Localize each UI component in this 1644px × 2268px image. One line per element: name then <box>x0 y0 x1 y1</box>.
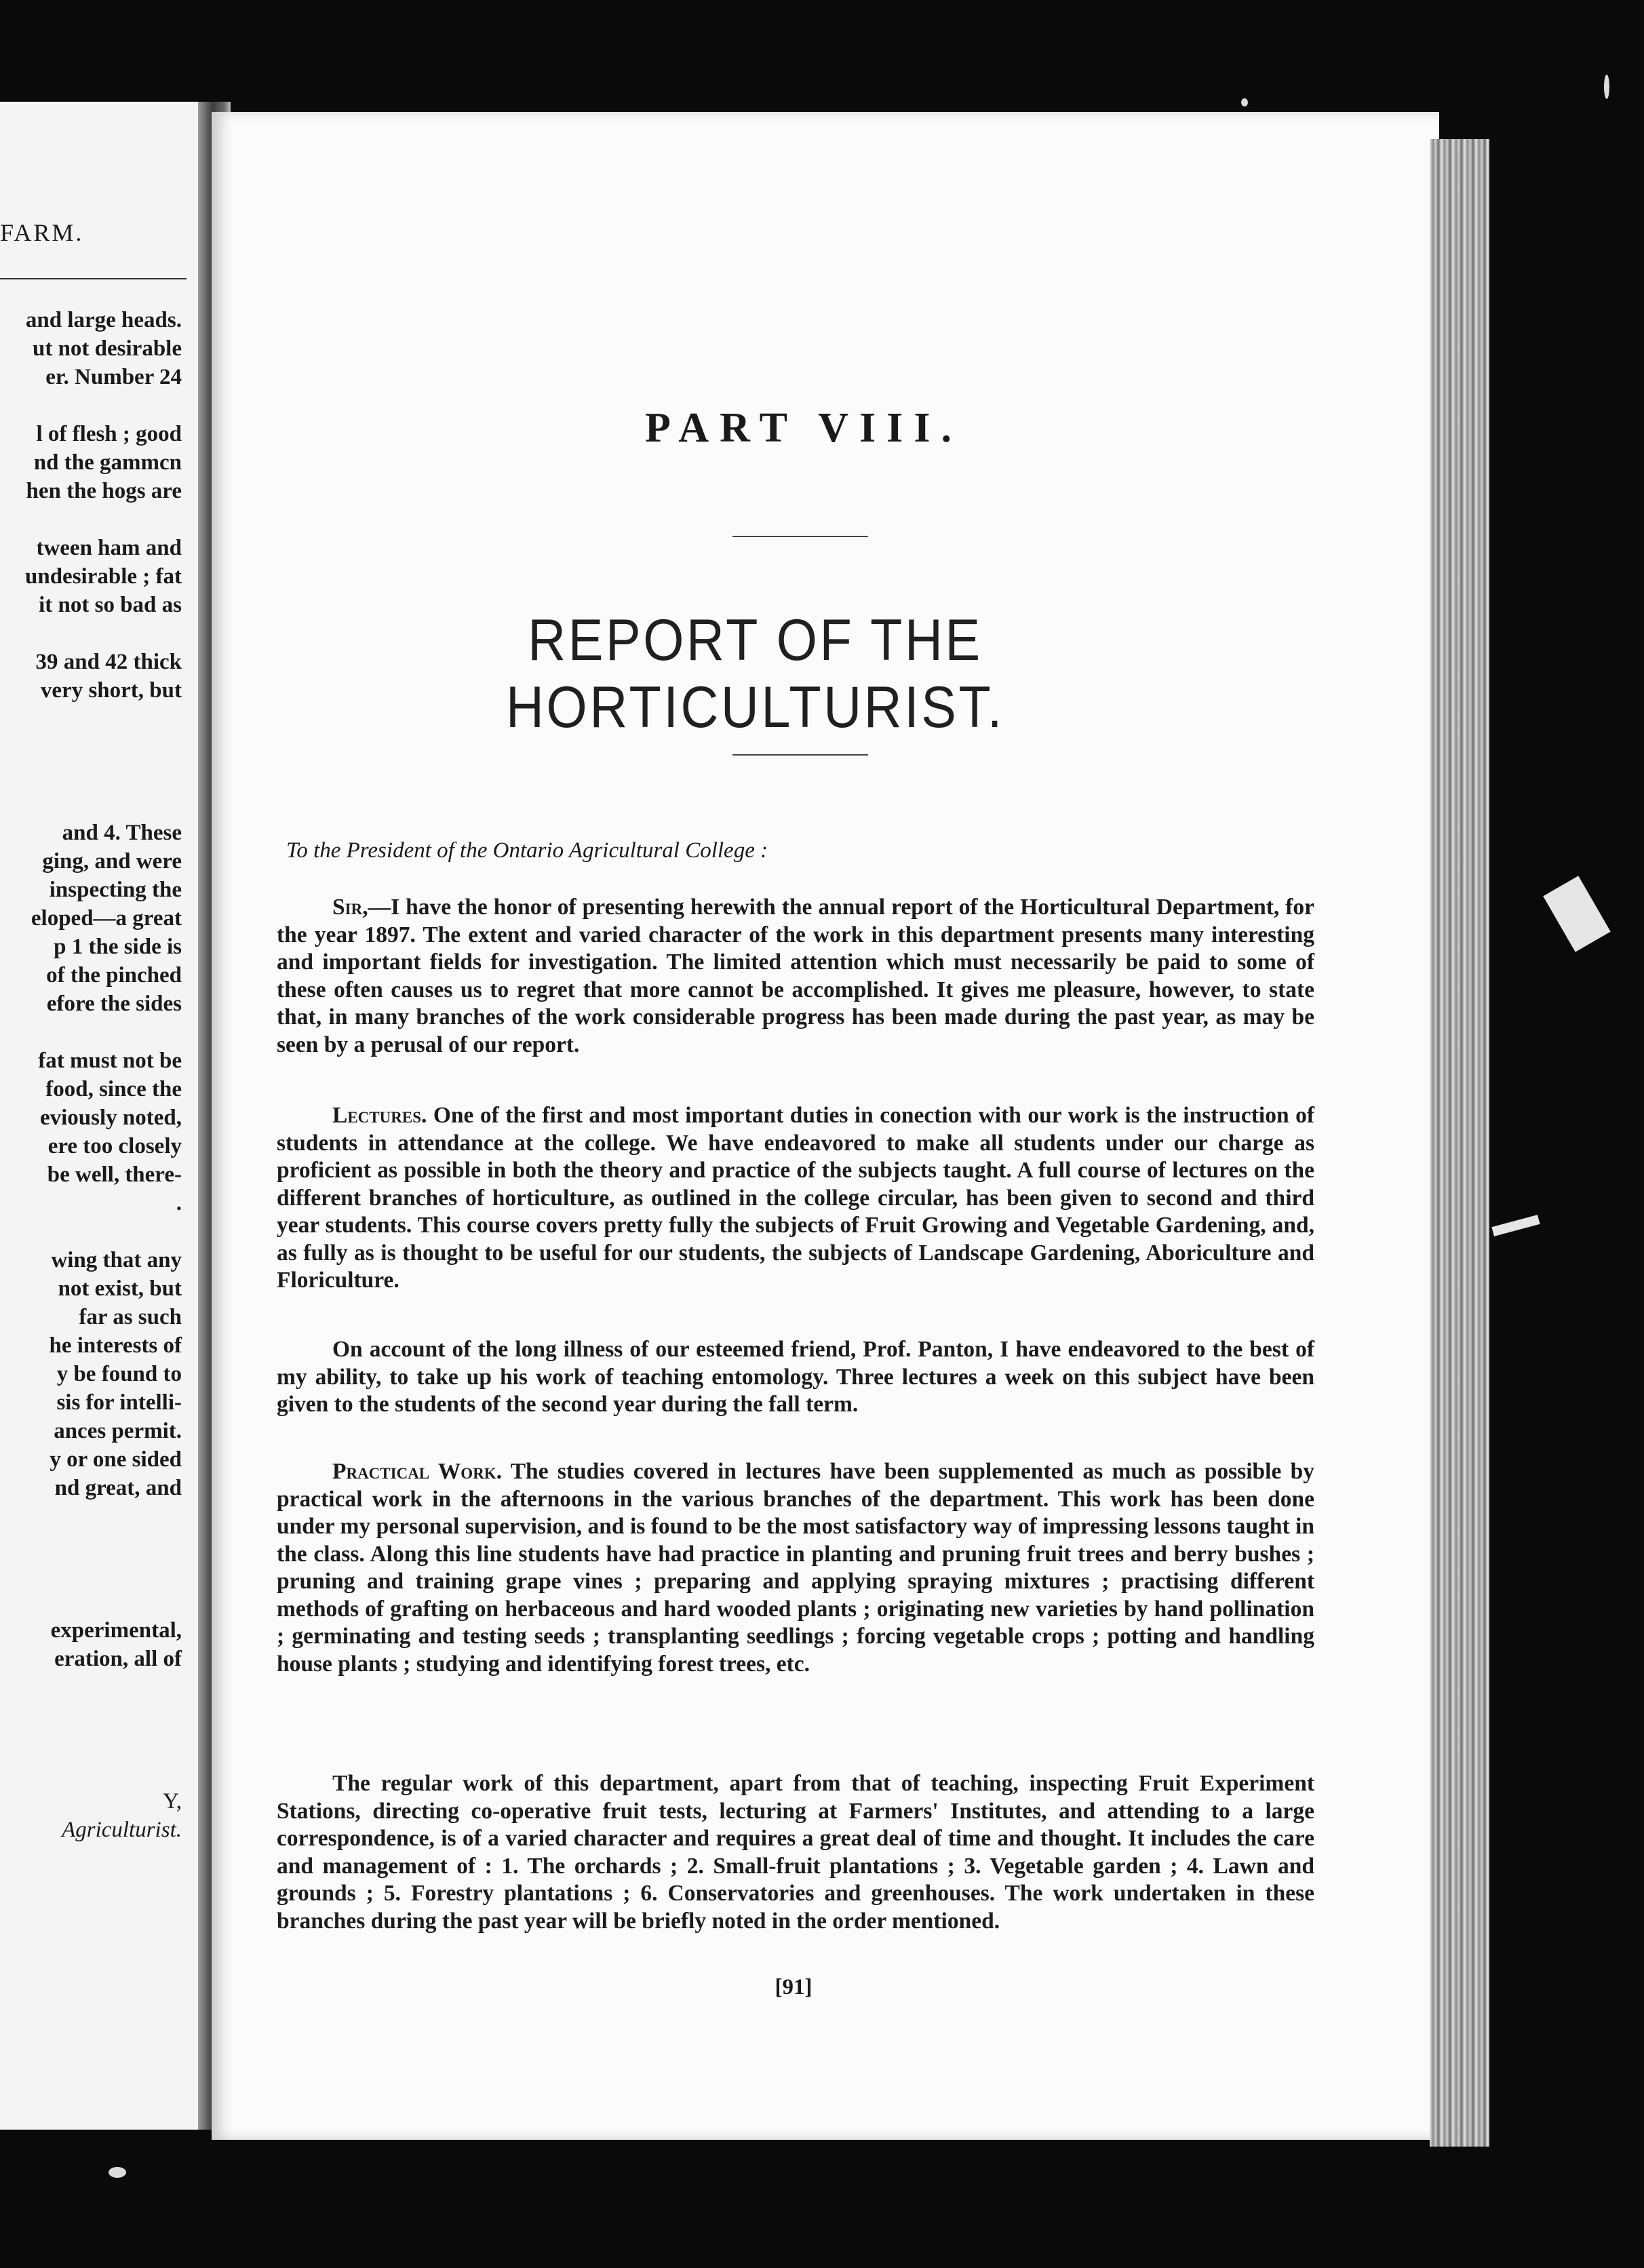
paragraph-lead: Practical Work. <box>332 1459 503 1484</box>
page-edges <box>1430 139 1489 2147</box>
left-page-line: ging, and were <box>42 849 182 874</box>
left-page-line: fat must not be <box>38 1049 182 1073</box>
salutation: To the President of the Ontario Agricultural College : <box>286 838 768 863</box>
paragraph-text: —I have the honor of presenting herewith the annual report of the Horticultural Department, for the year 1897. The extent and varied character of the work in this department presents many interesting and important fields for investigation. The limited attention which must necessarily be paid to some of these often causes us to regret that more cannot be accomplished. It gives me pleasure, however, to state that, in many branches of the work considerable progress has been made during the past year, as may be seen by a perusal of our report. <box>277 895 1314 1057</box>
title-rule <box>732 754 868 756</box>
left-page-line: Agriculturist. <box>62 1818 182 1842</box>
report-title: REPORT OF THE HORTICULTURIST. <box>506 608 1004 740</box>
left-page-line: not exist, but <box>58 1276 182 1301</box>
left-page-line: wing that any <box>51 1248 182 1272</box>
left-page-line: nd the gammcn <box>33 450 182 475</box>
left-page-line: y be found to <box>56 1362 182 1386</box>
paragraph-text: The studies covered in lectures have been supplemented as much as possible by practical work in the afternoons in the various branches of the department. This work has been done under my personal supervision, and is found to be the most satisfactory way of impressing lessons taught in the class. Along this line students have had practice in planting and pruning fruit trees and berry bushes ; pruning and training grape vines ; preparing and applying spraying mixtures ; practising different methods of grafting on herbaceous and hard wooded plants ; originating new varieties by hand pollination ; germinating and testing seeds ; transplanting seedlings ; forcing vegetable crops ; potting and handling house plants ; studying and identifying forest trees, etc. <box>277 1459 1314 1677</box>
paragraph-regular-work <box>277 1770 1314 1935</box>
left-page-line: experimental, <box>50 1618 182 1643</box>
left-page-line: and 4. These <box>62 821 182 845</box>
left-page-line: nd great, and <box>54 1476 182 1500</box>
paragraph-text: The regular work of this department, apart from that of teaching, inspecting Fruit Experiment Stations, directing co-operative fruit tests, lecturing at Farmers' Institutes, and attending to a large correspondence, is of a varied character and requires a great deal of time and thought. It includes the care and management of : 1. The orchards ; 2. Small-fruit plantations ; 3. Vegetable garden ; 4. Lawn and grounds ; 5. Forestry plantations ; 6. Conservatories and greenhouses. The work undertaken in these branches during the past year will be briefly noted in the order mentioned. <box>277 1771 1314 1934</box>
paragraph-entomology <box>277 1336 1314 1419</box>
paragraph-text: One of the first and most important duties in conection with our work is the instruction of students in attendance at the college. We have endeavored to make all students under our charge as proficient as possible in both the theory and practice of the subjects taught. A full course of lectures on the different branches of horticulture, as outlined in the college circular, has been given to second and third year students. This course covers pretty fully the subjects of Fruit Growing and Vegetable Gardening, and, as fully as is thought to be useful for our students, the subjects of Landscape Gardening, Aboriculture and Floriculture. <box>277 1103 1314 1293</box>
scan-artifact <box>1604 75 1609 99</box>
paragraph-intro <box>277 894 1314 1059</box>
title-rule <box>732 536 868 537</box>
left-header-rule <box>0 278 187 279</box>
left-page-line: ere too closely <box>47 1134 182 1158</box>
scan-artifact <box>1241 98 1248 106</box>
left-page-line: be well, there- <box>47 1162 182 1187</box>
left-page-line: eviously noted, <box>39 1106 182 1130</box>
left-page-line: Y, <box>163 1789 182 1814</box>
left-page-line: and large heads. <box>25 308 182 332</box>
left-page-header: FARM. <box>0 219 84 246</box>
left-page-line: food, since the <box>45 1077 182 1101</box>
paragraph-practical-work <box>277 1458 1314 1678</box>
scan-artifact <box>109 2167 126 2178</box>
scan-artifact <box>1543 876 1610 952</box>
left-page-line: of the pinched <box>46 963 182 988</box>
left-page-line: undesirable ; fat <box>25 564 182 589</box>
left-page-line: tween ham and <box>36 536 182 560</box>
left-page-line: eloped—a great <box>31 906 182 931</box>
left-page-line: very short, but <box>40 678 182 703</box>
left-page-line: 39 and 42 thick <box>35 650 182 674</box>
paragraph-text: On account of the long illness of our esteemed friend, Prof. Panton, I have endeavored to the best of my ability, to take up his work of teaching entomology. Three lectures a week on this subject have been given to the students of the second year during the fall term. <box>277 1337 1314 1417</box>
left-page-line: hen the hogs are <box>26 479 182 503</box>
left-page-line: p 1 the side is <box>54 935 182 959</box>
left-page-line: sis for intelli- <box>56 1390 182 1415</box>
left-page-line: eration, all of <box>54 1647 182 1671</box>
paragraph-lead: Lectures. <box>332 1103 427 1128</box>
left-page-line: l of flesh ; good <box>36 422 182 446</box>
paragraph-lectures <box>277 1102 1314 1295</box>
left-page-line: inspecting the <box>49 878 182 902</box>
scan-artifact <box>1491 1215 1540 1236</box>
left-page-line: ut not desirable <box>32 336 182 361</box>
paragraph-lead: Sir, <box>332 895 368 920</box>
left-page-line: er. Number 24 <box>45 365 182 389</box>
left-page-line: . <box>176 1191 182 1215</box>
left-page-line: far as such <box>79 1305 182 1329</box>
left-page-line: it not so bad as <box>39 593 182 617</box>
left-page-line: efore the sides <box>46 992 182 1016</box>
left-page-line: ances permit. <box>54 1419 182 1443</box>
left-page-line: he interests of <box>49 1333 182 1358</box>
left-page-line: y or one sided <box>50 1447 182 1472</box>
part-title: PART VIII. <box>645 405 962 451</box>
page-number: [91] <box>775 1975 813 1999</box>
